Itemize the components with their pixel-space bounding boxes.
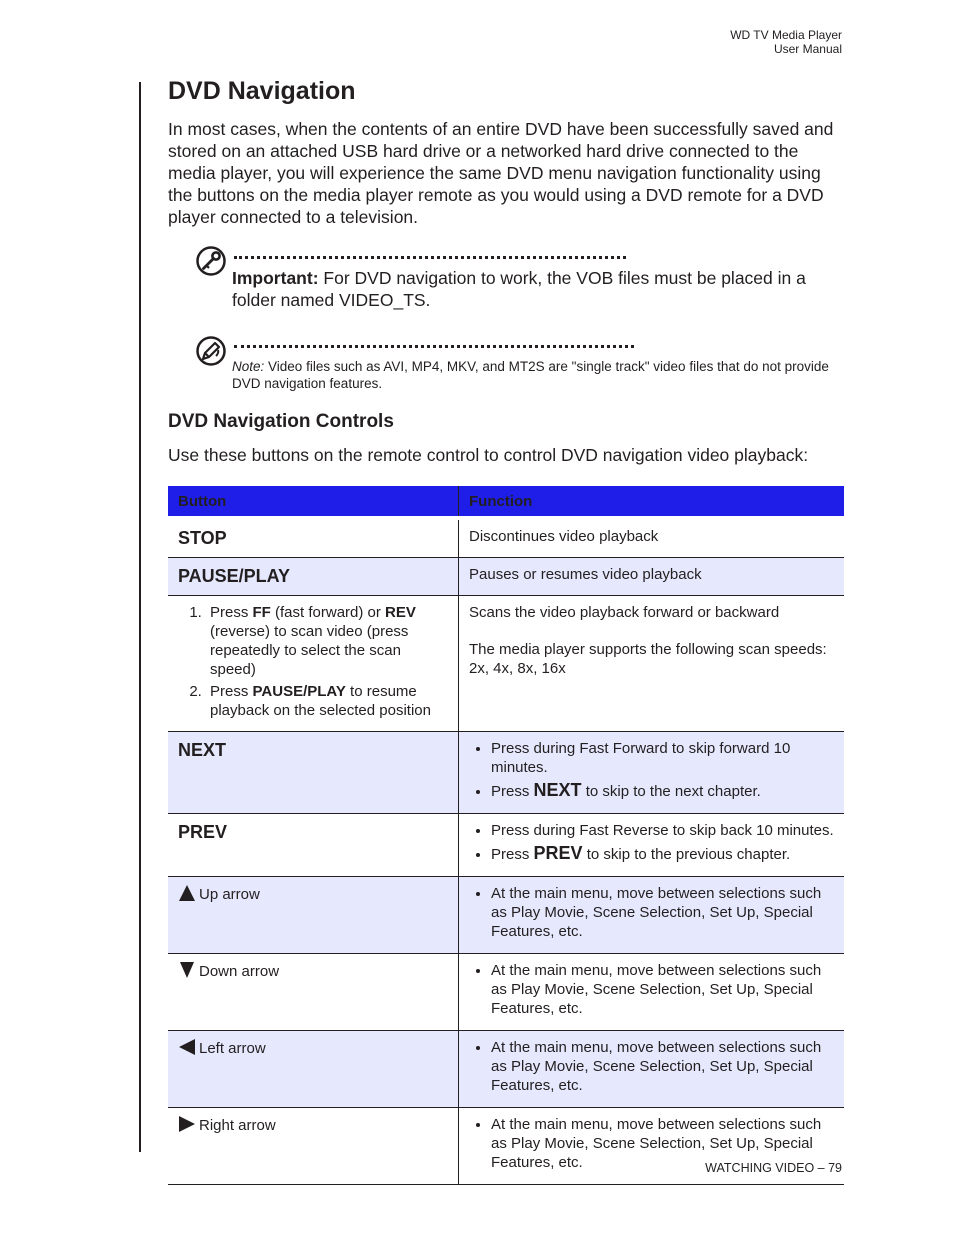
pause-play-keyword: PAUSE/PLAY [252,683,346,700]
up-arrow-icon [178,884,196,902]
ff-keyword: FF [252,604,271,621]
up-arrow-label: Up arrow [199,886,260,903]
prev-bullet-1: • Press during Fast Reverse to skip back 10 minutes. [491,821,834,840]
table-row [168,518,844,558]
table-row [168,732,844,814]
left-arrow-icon [178,1038,196,1056]
left-arrow-desc: • At the main menu, move between selections such as Play Movie, Scene Selection, Set Up, Special Features, etc. [491,1038,834,1095]
controls-table [168,486,844,1185]
important-divider [234,256,626,259]
button-pause-play: PAUSE/PLAY [168,558,459,596]
header-doc: User Manual [773,42,842,56]
right-arrow-icon [178,1115,196,1133]
next-keyword: NEXT [533,780,582,800]
function-pause-play: Pauses or resumes video playback [459,558,845,596]
scan-step-2: 2. Press PAUSE/PLAY to resume playback on the selected position [206,682,448,720]
section-title: DVD Navigation Controls [168,411,394,432]
scan-steps [178,603,448,720]
running-header [730,28,842,56]
note-text [232,358,844,392]
button-down-arrow [168,954,459,1031]
function-next [459,732,845,814]
prev-bullet-2: • Press PREV to skip to the previous chapter. [491,844,834,864]
right-arrow-desc: • At the main menu, move between selections such as Play Movie, Scene Selection, Set Up, Special Features, etc. [491,1115,834,1172]
up-arrow-desc: • At the main menu, move between selections such as Play Movie, Scene Selection, Set Up, Special Features, etc. [491,884,834,941]
important-body: For DVD navigation to work, the VOB files must be placed in a folder named VIDEO_TS. [232,268,806,310]
function-up-arrow [459,877,845,954]
function-prev [459,814,845,877]
important-text [232,267,844,311]
down-arrow-label: Down arrow [199,963,280,980]
next-bullet-2: • Press NEXT to skip to the next chapter. [491,781,834,801]
margin-rule [139,82,141,1152]
pencil-icon [196,336,226,366]
button-left-arrow [168,1031,459,1108]
scan-function-2: The media player supports the following scan speeds: 2x, 4x, 8x, 16x [469,641,827,677]
button-next: NEXT [168,732,459,814]
button-prev: PREV [168,814,459,877]
table-row [168,558,844,596]
important-callout [196,246,844,311]
table-row [168,1031,844,1108]
function-stop: Discontinues video playback [459,518,845,558]
table-header-row [168,486,844,518]
button-up-arrow [168,877,459,954]
left-arrow-label: Left arrow [199,1040,266,1057]
button-stop: STOP [168,518,459,558]
function-left-arrow [459,1031,845,1108]
header-function: Function [459,486,845,518]
intro-paragraph: In most cases, when the contents of an entire DVD have been successfully saved and stored on an attached USB hard drive or a networked hard drive connected to the media player, you will experience the same DVD menu navigation functionality using the buttons on the media player remote as you would using a DVD remote for a DVD player connected to a television. [168,119,834,227]
table-row [168,814,844,877]
down-arrow-desc: • At the main menu, move between selections such as Play Movie, Scene Selection, Set Up, Special Features, etc. [491,961,834,1018]
button-scan [168,596,459,732]
important-label: Important: [232,268,319,288]
header-product: WD TV Media Player [730,28,842,42]
function-down-arrow [459,954,845,1031]
table-row [168,596,844,732]
note-label: Note: [232,359,265,374]
scan-step-1: 1. Press FF (fast forward) or REV (reverse) to scan video (press repeatedly to select the scan speed) [206,603,448,679]
function-scan [459,596,845,732]
scan-function-1: Scans the video playback forward or backward [469,604,780,621]
section-lead: Use these buttons on the remote control to control DVD navigation video playback: [168,445,809,465]
next-bullet-1: • Press during Fast Forward to skip forward 10 minutes. [491,739,834,777]
note-body: Video files such as AVI, MP4, MKV, and MT2S are "single track" video files that do not provide DVD navigation features. [232,359,829,391]
page-content [168,74,844,1185]
button-right-arrow [168,1108,459,1185]
key-icon [196,246,226,276]
down-arrow-icon [178,961,196,979]
note-callout [196,336,844,392]
page-title: DVD Navigation [168,77,356,105]
table-row [168,877,844,954]
table-row [168,954,844,1031]
rev-keyword: REV [385,604,416,621]
page-footer: WATCHING VIDEO – 79 [705,1161,842,1175]
prev-keyword: PREV [533,843,583,863]
note-divider [234,345,634,348]
right-arrow-label: Right arrow [199,1117,276,1134]
header-button: Button [168,486,459,518]
